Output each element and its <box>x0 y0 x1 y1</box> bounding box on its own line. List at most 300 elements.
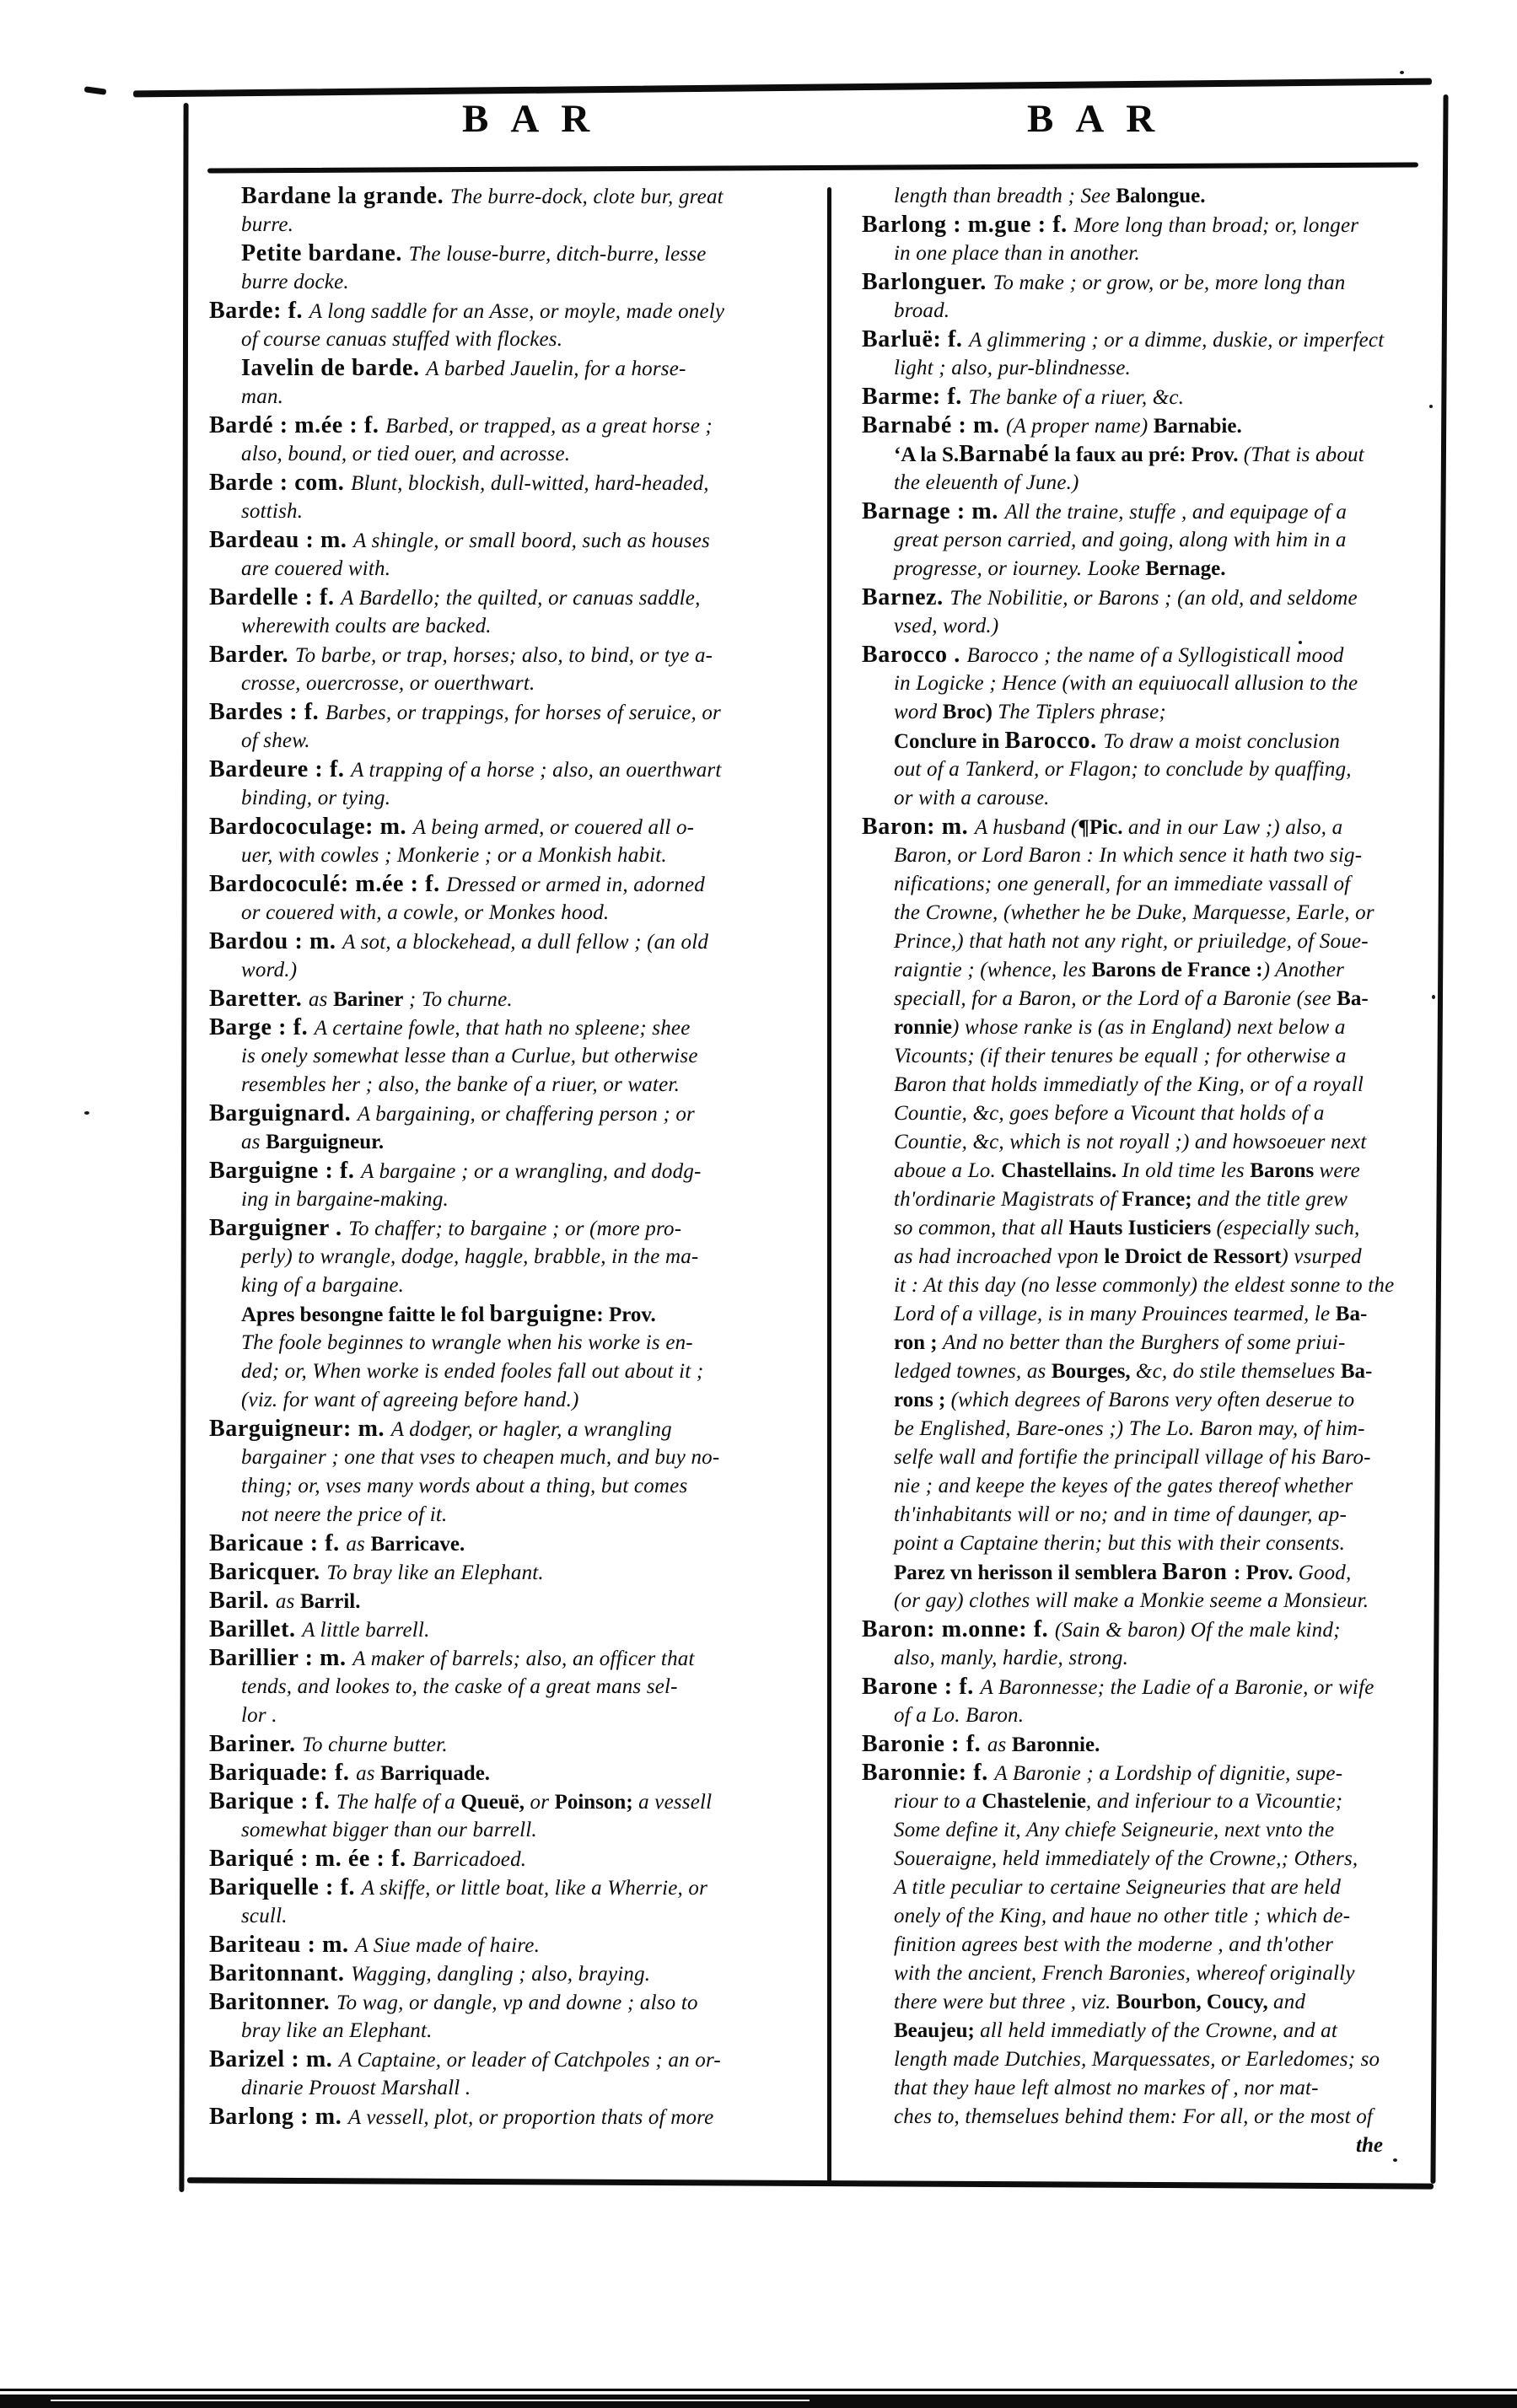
entry-text: (or gay) clothes will make a Monkie seeme a Monsieur. <box>894 1589 1369 1612</box>
entry-text: word <box>894 701 943 723</box>
text-line <box>209 1845 820 1873</box>
text-line <box>209 813 820 841</box>
entry-text: To barbe, or trap, horses; also, to bind, or tye a- <box>294 644 713 667</box>
entry-text: ing in bargaine-making. <box>241 1188 449 1211</box>
entry-text: tends, and lookes to, the caske of a great mans sel- <box>241 1675 678 1698</box>
entry-headword: Bardane la grande. <box>241 183 450 209</box>
top-border-rule <box>133 78 1432 98</box>
entry-text: Conclure in <box>894 730 1005 753</box>
entry-headword: Bariner. <box>209 1731 303 1757</box>
entry-text: Bourges, <box>1051 1360 1136 1383</box>
entry-text: Beaujeu; <box>894 2019 981 2042</box>
text-line <box>209 2017 820 2045</box>
entry-text: binding, or tying. <box>241 787 391 809</box>
catchword: the <box>1356 2134 1383 2157</box>
text-line <box>862 1558 1432 1587</box>
text-line <box>209 755 820 784</box>
entry-headword: Barillet. <box>209 1616 303 1642</box>
entry-text: The Nobilitie, or Barons ; (an old, and seldome <box>949 587 1358 610</box>
entry-text: A certaine fowle, that hath no spleene; shee <box>314 1017 691 1040</box>
entry-headword: Barder. <box>209 642 295 668</box>
entry-text: To draw a moist conclusion <box>1103 730 1341 753</box>
entry-text: To churne butter. <box>302 1733 448 1756</box>
entry-text: be Englished, Bare-ones ;) The Lo. Baron may, of him- <box>894 1417 1365 1440</box>
ink-speck <box>1432 995 1435 999</box>
text-line <box>862 1357 1432 1386</box>
text-line <box>209 1816 820 1845</box>
entry-text: A barbed Jauelin, for a horse- <box>426 357 686 380</box>
text-line <box>862 698 1432 727</box>
entry-text: Barnabie. <box>1153 415 1242 438</box>
entry-text: la faux au pré: Prov. <box>1049 443 1244 466</box>
entry-text: also, bound, or tied ouer, and acrosse. <box>241 443 571 465</box>
text-line <box>209 1071 820 1099</box>
text-line <box>209 612 820 641</box>
entry-text: le Droict de Ressort <box>1104 1245 1282 1268</box>
bottom-border-rule <box>187 2177 1434 2189</box>
text-line <box>209 1386 820 1415</box>
entry-headword: Barde : com. <box>209 470 351 496</box>
entry-text: as <box>275 1590 300 1613</box>
text-line <box>209 1185 820 1214</box>
entry-text: A maker of barrels; also, an officer that <box>352 1647 695 1670</box>
entry-text: &c, do stile themselues <box>1135 1360 1341 1383</box>
entry-headword: Barnage : m. <box>862 498 1005 524</box>
entry-headword: Baricquer. <box>209 1559 327 1585</box>
entry-text: and <box>1273 1991 1306 2013</box>
text-line <box>862 1701 1432 1730</box>
entry-headword: Barique : f. <box>209 1788 336 1814</box>
text-line <box>209 383 820 411</box>
entry-text: : Prov. <box>1234 1561 1299 1584</box>
text-line <box>209 268 820 297</box>
entry-text: Ba- <box>1337 987 1369 1010</box>
entry-text: Barons <box>1250 1159 1320 1182</box>
text-line <box>209 1214 820 1243</box>
left-border-rule <box>179 103 188 2192</box>
text-line <box>862 354 1432 383</box>
entry-text: it : At this day (no lesse commonly) the eldest sonne to the <box>894 1274 1395 1297</box>
text-line <box>862 555 1432 583</box>
text-line <box>862 297 1432 325</box>
text-line <box>209 1529 820 1558</box>
entry-text: uer, with cowles ; Monkerie ; or a Monkish habit. <box>241 844 667 867</box>
entry-headword: Barlong : m.gue : f. <box>862 212 1074 238</box>
entry-text: A Siue made of haire. <box>355 1934 541 1957</box>
entry-text: broad. <box>894 299 950 322</box>
text-line <box>209 2045 820 2074</box>
entry-text: Countie, &c, which is not royall ;) and howsoeuer next <box>894 1131 1367 1153</box>
text-line <box>209 1013 820 1042</box>
entry-text: Ba- <box>1340 1360 1373 1383</box>
text-line <box>209 1673 820 1701</box>
text-line <box>862 1472 1432 1501</box>
text-line <box>209 1415 820 1443</box>
entry-text: as <box>346 1533 371 1556</box>
entry-text: and the title grew <box>1197 1188 1348 1211</box>
text-line <box>862 526 1432 555</box>
text-line <box>209 899 820 927</box>
text-line <box>862 1501 1432 1529</box>
text-line <box>209 956 820 985</box>
text-line <box>209 1730 820 1759</box>
entry-text: Barguigneur. <box>266 1131 385 1153</box>
text-line <box>862 1157 1432 1185</box>
text-line <box>862 841 1432 870</box>
entry-headword: Barone : f. <box>862 1674 981 1700</box>
text-line <box>862 899 1432 927</box>
entry-text: Queuë, <box>460 1791 525 1814</box>
text-line <box>862 268 1432 297</box>
text-line <box>209 1587 820 1615</box>
text-line <box>862 1013 1432 1042</box>
top-border-rule-end <box>84 86 107 95</box>
entry-headword: Barlong : m. <box>209 2104 348 2130</box>
entry-text: finition agrees best with the moderne , and th'other <box>894 1933 1334 1956</box>
text-column-right <box>862 182 1432 2160</box>
entry-text: is onely somewhat lesse than a Curlue, but otherwise <box>241 1045 698 1067</box>
text-line <box>862 2045 1432 2074</box>
entry-text: sottish. <box>241 500 304 523</box>
text-line <box>862 612 1432 641</box>
entry-text: Baron that holds immediatly of the King, or of a royall <box>894 1073 1364 1096</box>
entry-text: To bray like an Elephant. <box>326 1561 544 1584</box>
entry-text: Baron, or Lord Baron : In which sence it hath two sig- <box>894 844 1363 867</box>
entry-text: A skiffe, or little boat, like a Wherrie, or <box>361 1877 708 1900</box>
text-line <box>209 297 820 325</box>
entry-text: or <box>524 1791 555 1814</box>
text-line <box>862 1071 1432 1099</box>
text-line <box>209 927 820 956</box>
entry-text: Barons de France : <box>1091 959 1263 981</box>
text-line <box>862 956 1432 985</box>
entry-text: The banke of a riuer, &c. <box>968 386 1185 409</box>
entry-text: All the traine, stuffe , and equipage of a <box>1004 501 1348 524</box>
text-line <box>862 1902 1432 1931</box>
scan-edge-band-gap <box>51 2400 810 2401</box>
entry-headword: Barlonguer. <box>862 269 993 295</box>
text-line <box>862 927 1432 956</box>
entry-text: a vessell <box>632 1791 713 1814</box>
text-line <box>862 727 1432 755</box>
entry-text: Wagging, dangling ; also, braying. <box>351 1963 651 1986</box>
entry-text: are couered with. <box>241 557 391 580</box>
text-line <box>209 1959 820 1988</box>
entry-text: crosse, ouercrosse, or ouerthwart. <box>241 672 535 695</box>
entry-text: thing; or, vses many words about a thing, but comes <box>241 1475 688 1497</box>
entry-text: as <box>356 1762 381 1785</box>
entry-text: Baronnie. <box>1011 1733 1100 1756</box>
entry-text: A shingle, or small boord, such as houses <box>353 529 710 552</box>
entry-text: ) vsurped <box>1281 1245 1362 1268</box>
entry-text: In old time les <box>1122 1159 1251 1182</box>
entry-text: onely of the King, and haue no other title ; which de- <box>894 1905 1351 1927</box>
entry-text: as <box>241 1131 266 1153</box>
entry-text: Dressed or armed in, adorned <box>446 873 706 896</box>
text-line <box>862 2074 1432 2103</box>
entry-headword: Barguignard. <box>209 1100 358 1126</box>
text-line <box>209 1902 820 1931</box>
text-line <box>209 182 820 211</box>
entry-text: length made Dutchies, Marquessates, or Earledomes; so <box>894 2048 1380 2071</box>
entry-headword: Barocco . <box>862 642 967 668</box>
entry-headword: Bardococulage: m. <box>209 814 413 840</box>
text-line <box>862 1042 1432 1071</box>
entry-text: (A proper name) <box>1006 415 1154 438</box>
text-line <box>209 526 820 555</box>
entry-text: A Baronnesse; the Ladie of a Baronie, or wife <box>980 1676 1374 1699</box>
text-line <box>209 2103 820 2131</box>
text-line <box>862 1988 1432 2017</box>
entry-text: France; <box>1122 1188 1197 1211</box>
entry-text: Barricadoed. <box>412 1848 527 1871</box>
entry-text: with the ancient, French Baronies, whereof originally <box>894 1962 1355 1985</box>
text-line <box>862 1873 1432 1902</box>
entry-headword: Bardeure : f. <box>209 756 352 782</box>
entry-headword: Bariqué : m. ée : f. <box>209 1846 413 1872</box>
entry-text: To make ; or grow, or be, more long than <box>993 271 1346 294</box>
entry-text: nie ; and keepe the keyes of the gates thereof whether <box>894 1475 1353 1497</box>
entry-text: Barril. <box>299 1590 361 1613</box>
text-line <box>862 383 1432 411</box>
entry-text: bargainer ; one that vses to cheapen much, and buy no- <box>241 1446 720 1469</box>
text-line <box>209 784 820 813</box>
entry-text: th'ordinarie Magistrats of <box>894 1188 1122 1211</box>
text-line <box>209 583 820 612</box>
entry-headword: Barguigner . <box>209 1215 349 1241</box>
entry-text: rons ; <box>894 1389 951 1411</box>
entry-text: Blunt, blockish, dull-witted, hard-headed, <box>350 472 709 495</box>
text-line <box>209 1644 820 1673</box>
entry-text: To wag, or dangle, vp and downe ; also to <box>336 1991 698 2014</box>
entry-text: Poinson; <box>554 1791 633 1814</box>
entry-headword: barguigne <box>489 1301 597 1327</box>
entry-text: bray like an Elephant. <box>241 2019 433 2042</box>
entry-text: Countie, &c, goes before a Vicount that holds of a <box>894 1102 1325 1125</box>
entry-text: Parez vn herisson il semblera <box>894 1561 1163 1584</box>
text-line <box>862 1300 1432 1329</box>
text-line <box>862 641 1432 669</box>
entry-text: : Prov. <box>596 1303 656 1326</box>
text-line <box>209 1759 820 1787</box>
text-line <box>862 1329 1432 1357</box>
text-line <box>209 870 820 899</box>
entry-text: vsed, word.) <box>894 615 999 637</box>
entry-headword: Baritonner. <box>209 1989 336 2015</box>
entry-headword: Baronie : f. <box>862 1731 987 1757</box>
entry-text: king of a bargaine. <box>241 1274 405 1297</box>
entry-text: The halfe of a <box>336 1791 461 1814</box>
entry-text: Barricave. <box>370 1533 465 1556</box>
text-line <box>209 1329 820 1357</box>
text-line <box>862 2017 1432 2045</box>
entry-text: ledged townes, as <box>894 1360 1052 1383</box>
entry-text: great person carried, and going, along with him in a <box>894 529 1347 551</box>
text-line <box>862 1931 1432 1959</box>
entry-headword: Bariquelle : f. <box>209 1874 362 1900</box>
text-line <box>209 1271 820 1300</box>
text-line <box>209 325 820 354</box>
text-line <box>209 1787 820 1816</box>
entry-text: as had incroached vpon <box>894 1245 1105 1268</box>
text-line <box>862 239 1432 268</box>
entry-text: and in our Law ;) also, a <box>1122 816 1343 839</box>
entry-text: Ba- <box>1335 1303 1368 1325</box>
entry-text: Chastelenie <box>982 1790 1086 1813</box>
entry-headword: Bardeau : m. <box>209 527 354 553</box>
entry-text: (viz. for want of agreeing before hand.) <box>241 1389 579 1411</box>
text-line <box>862 411 1432 440</box>
entry-text: light ; also, pur-blindnesse. <box>894 357 1131 379</box>
entry-text: man. <box>241 385 284 408</box>
entry-text: in Logicke ; Hence (with an equiuocall allusion to the <box>894 672 1358 695</box>
entry-text: A title peculiar to certaine Seigneuries that are held <box>894 1876 1342 1899</box>
entry-text: Bariner <box>333 988 404 1011</box>
entry-text: selfe wall and fortifie the principall village of his Baro- <box>894 1446 1371 1469</box>
entry-text: progresse, or iourney. Looke <box>894 557 1146 580</box>
entry-text: dinarie Prouost Marshall . <box>241 2077 471 2099</box>
entry-text: not neere the price of it. <box>241 1503 448 1526</box>
entry-text: Apres besongne faitte le fol <box>241 1303 490 1326</box>
ink-speck <box>1400 71 1404 74</box>
text-line <box>209 727 820 755</box>
entry-text: A dodger, or hagler, a wrangling <box>390 1418 672 1441</box>
entry-text: the Crowne, (whether he be Duke, Marquesse, Earle, or <box>894 901 1374 924</box>
entry-text: ded; or, When worke is ended fooles fall out about it ; <box>241 1360 704 1383</box>
entry-text: the eleuenth of June.) <box>894 471 1079 494</box>
entry-text: To chaffer; to bargaine ; or (more pro- <box>348 1217 682 1240</box>
ink-speck <box>84 1111 89 1115</box>
text-line <box>209 354 820 383</box>
text-line <box>209 1042 820 1071</box>
entry-text: , and inferiour to a Vicountie; <box>1085 1790 1343 1813</box>
text-line <box>862 1214 1432 1243</box>
entry-text: A trapping of a horse ; also, an ouerthwart <box>351 759 722 782</box>
entry-headword: Barizel : m. <box>209 2046 339 2072</box>
entry-text: somewhat bigger than our barrell. <box>241 1819 537 1841</box>
entry-headword: Barillier : m. <box>209 1645 353 1671</box>
entry-text: there were but three , viz. <box>894 1991 1116 2013</box>
scan-edge-line <box>0 2389 1517 2391</box>
text-line <box>862 1759 1432 1787</box>
entry-text: A Captaine, or leader of Catchpoles ; an or- <box>338 2049 721 2072</box>
text-line <box>862 1386 1432 1415</box>
entry-text: or couered with, a cowle, or Monkes hood. <box>241 901 610 924</box>
text-line <box>209 440 820 469</box>
entry-headword: Baron <box>1162 1559 1235 1585</box>
entry-text: of course canuas stuffed with flockes. <box>241 328 563 351</box>
text-line <box>209 1701 820 1730</box>
text-line <box>862 1443 1432 1472</box>
entry-text: as <box>987 1733 1012 1756</box>
text-line <box>862 1816 1432 1845</box>
entry-text: riour to a <box>894 1790 982 1813</box>
entry-headword: Baril. <box>209 1588 276 1614</box>
entry-text: The burre-dock, clote bur, great <box>449 185 724 208</box>
entry-text: A vessell, plot, or proportion thats of more <box>347 2106 714 2129</box>
entry-text: in one place than in another. <box>894 242 1140 265</box>
entry-text: of shew. <box>241 729 310 752</box>
entry-text: (especially such, <box>1216 1217 1360 1239</box>
header-underline-rule <box>207 162 1418 173</box>
entry-text: A sot, a blockehead, a dull fellow ; (an old <box>342 931 709 954</box>
entry-text: (which degrees of Barons very often deserue to <box>950 1389 1355 1411</box>
entry-headword: Baron: m. <box>862 814 975 840</box>
text-line <box>862 1099 1432 1128</box>
entry-text: speciall, for a Baron, or the Lord of a Baronie (see <box>894 987 1337 1010</box>
entry-text: were <box>1319 1159 1360 1182</box>
entry-text: (That is about <box>1243 443 1364 466</box>
text-line <box>209 1128 820 1157</box>
entry-text: all held immediatly of the Crowne, and at <box>980 2019 1337 2042</box>
text-line <box>862 211 1432 239</box>
entry-text: lor . <box>241 1704 277 1727</box>
entry-text: burre docke. <box>241 271 349 293</box>
entry-headword: Bardes : f. <box>209 699 325 725</box>
entry-text: th'inhabitants will or no; and in time of daunger, ap- <box>894 1503 1347 1526</box>
entry-headword: Barnez. <box>862 584 950 610</box>
entry-text: Chastellains. <box>1001 1159 1122 1182</box>
entry-text: wherewith coults are backed. <box>241 615 492 637</box>
entry-text: Bourbon, Coucy, <box>1116 1991 1274 2013</box>
entry-text: ron ; <box>894 1331 943 1354</box>
text-line <box>209 641 820 669</box>
text-line <box>209 1243 820 1271</box>
entry-text: raigntie ; (whence, les <box>894 959 1092 981</box>
entry-text: length than breadth ; See <box>894 185 1116 207</box>
entry-text: scull. <box>241 1905 288 1927</box>
text-line <box>862 1787 1432 1816</box>
text-column-left <box>209 182 820 2131</box>
text-line <box>862 1730 1432 1759</box>
text-line <box>862 813 1432 841</box>
entry-headword: Barnabé <box>959 441 1049 467</box>
text-line <box>862 469 1432 497</box>
entry-text: A bargaine ; or a wrangling, and dodg- <box>361 1160 702 1183</box>
text-line <box>862 1673 1432 1701</box>
text-line <box>862 325 1432 354</box>
text-line <box>862 1845 1432 1873</box>
entry-headword: Iavelin de barde. <box>241 355 427 381</box>
entry-headword: Bardelle : f. <box>209 584 342 610</box>
entry-text: resembles her ; also, the banke of a riuer, or water. <box>241 1073 680 1096</box>
entry-text: that they haue left almost no markes of , nor mat- <box>894 2077 1319 2099</box>
text-line <box>209 1988 820 2017</box>
entry-text: Barocco ; the name of a Syllogisticall mood <box>966 644 1344 667</box>
text-line <box>209 469 820 497</box>
entry-headword: Barme: f. <box>862 384 969 410</box>
entry-headword: Barocco. <box>1004 728 1104 754</box>
text-line <box>862 497 1432 526</box>
entry-text: Lord of a village, is in many Prouinces tearmed, le <box>894 1303 1336 1325</box>
entry-text: also, manly, hardie, strong. <box>894 1647 1129 1669</box>
text-line <box>209 411 820 440</box>
entry-text: ) Another <box>1262 959 1345 981</box>
text-line <box>862 2103 1432 2131</box>
entry-text: Broc) <box>942 701 998 723</box>
entry-text: Barbed, or trapped, as a great horse ; <box>385 415 713 438</box>
text-line <box>209 1300 820 1329</box>
entry-text: A Baronie ; a Lordship of dignitie, supe- <box>994 1762 1343 1785</box>
entry-text: ¶Pic. <box>1078 816 1123 839</box>
text-line <box>862 755 1432 784</box>
text-line <box>209 1615 820 1644</box>
text-line <box>209 1157 820 1185</box>
text-line <box>209 841 820 870</box>
entry-text: Balongue. <box>1116 185 1206 207</box>
text-line <box>862 1415 1432 1443</box>
entry-text: burre. <box>241 213 294 236</box>
